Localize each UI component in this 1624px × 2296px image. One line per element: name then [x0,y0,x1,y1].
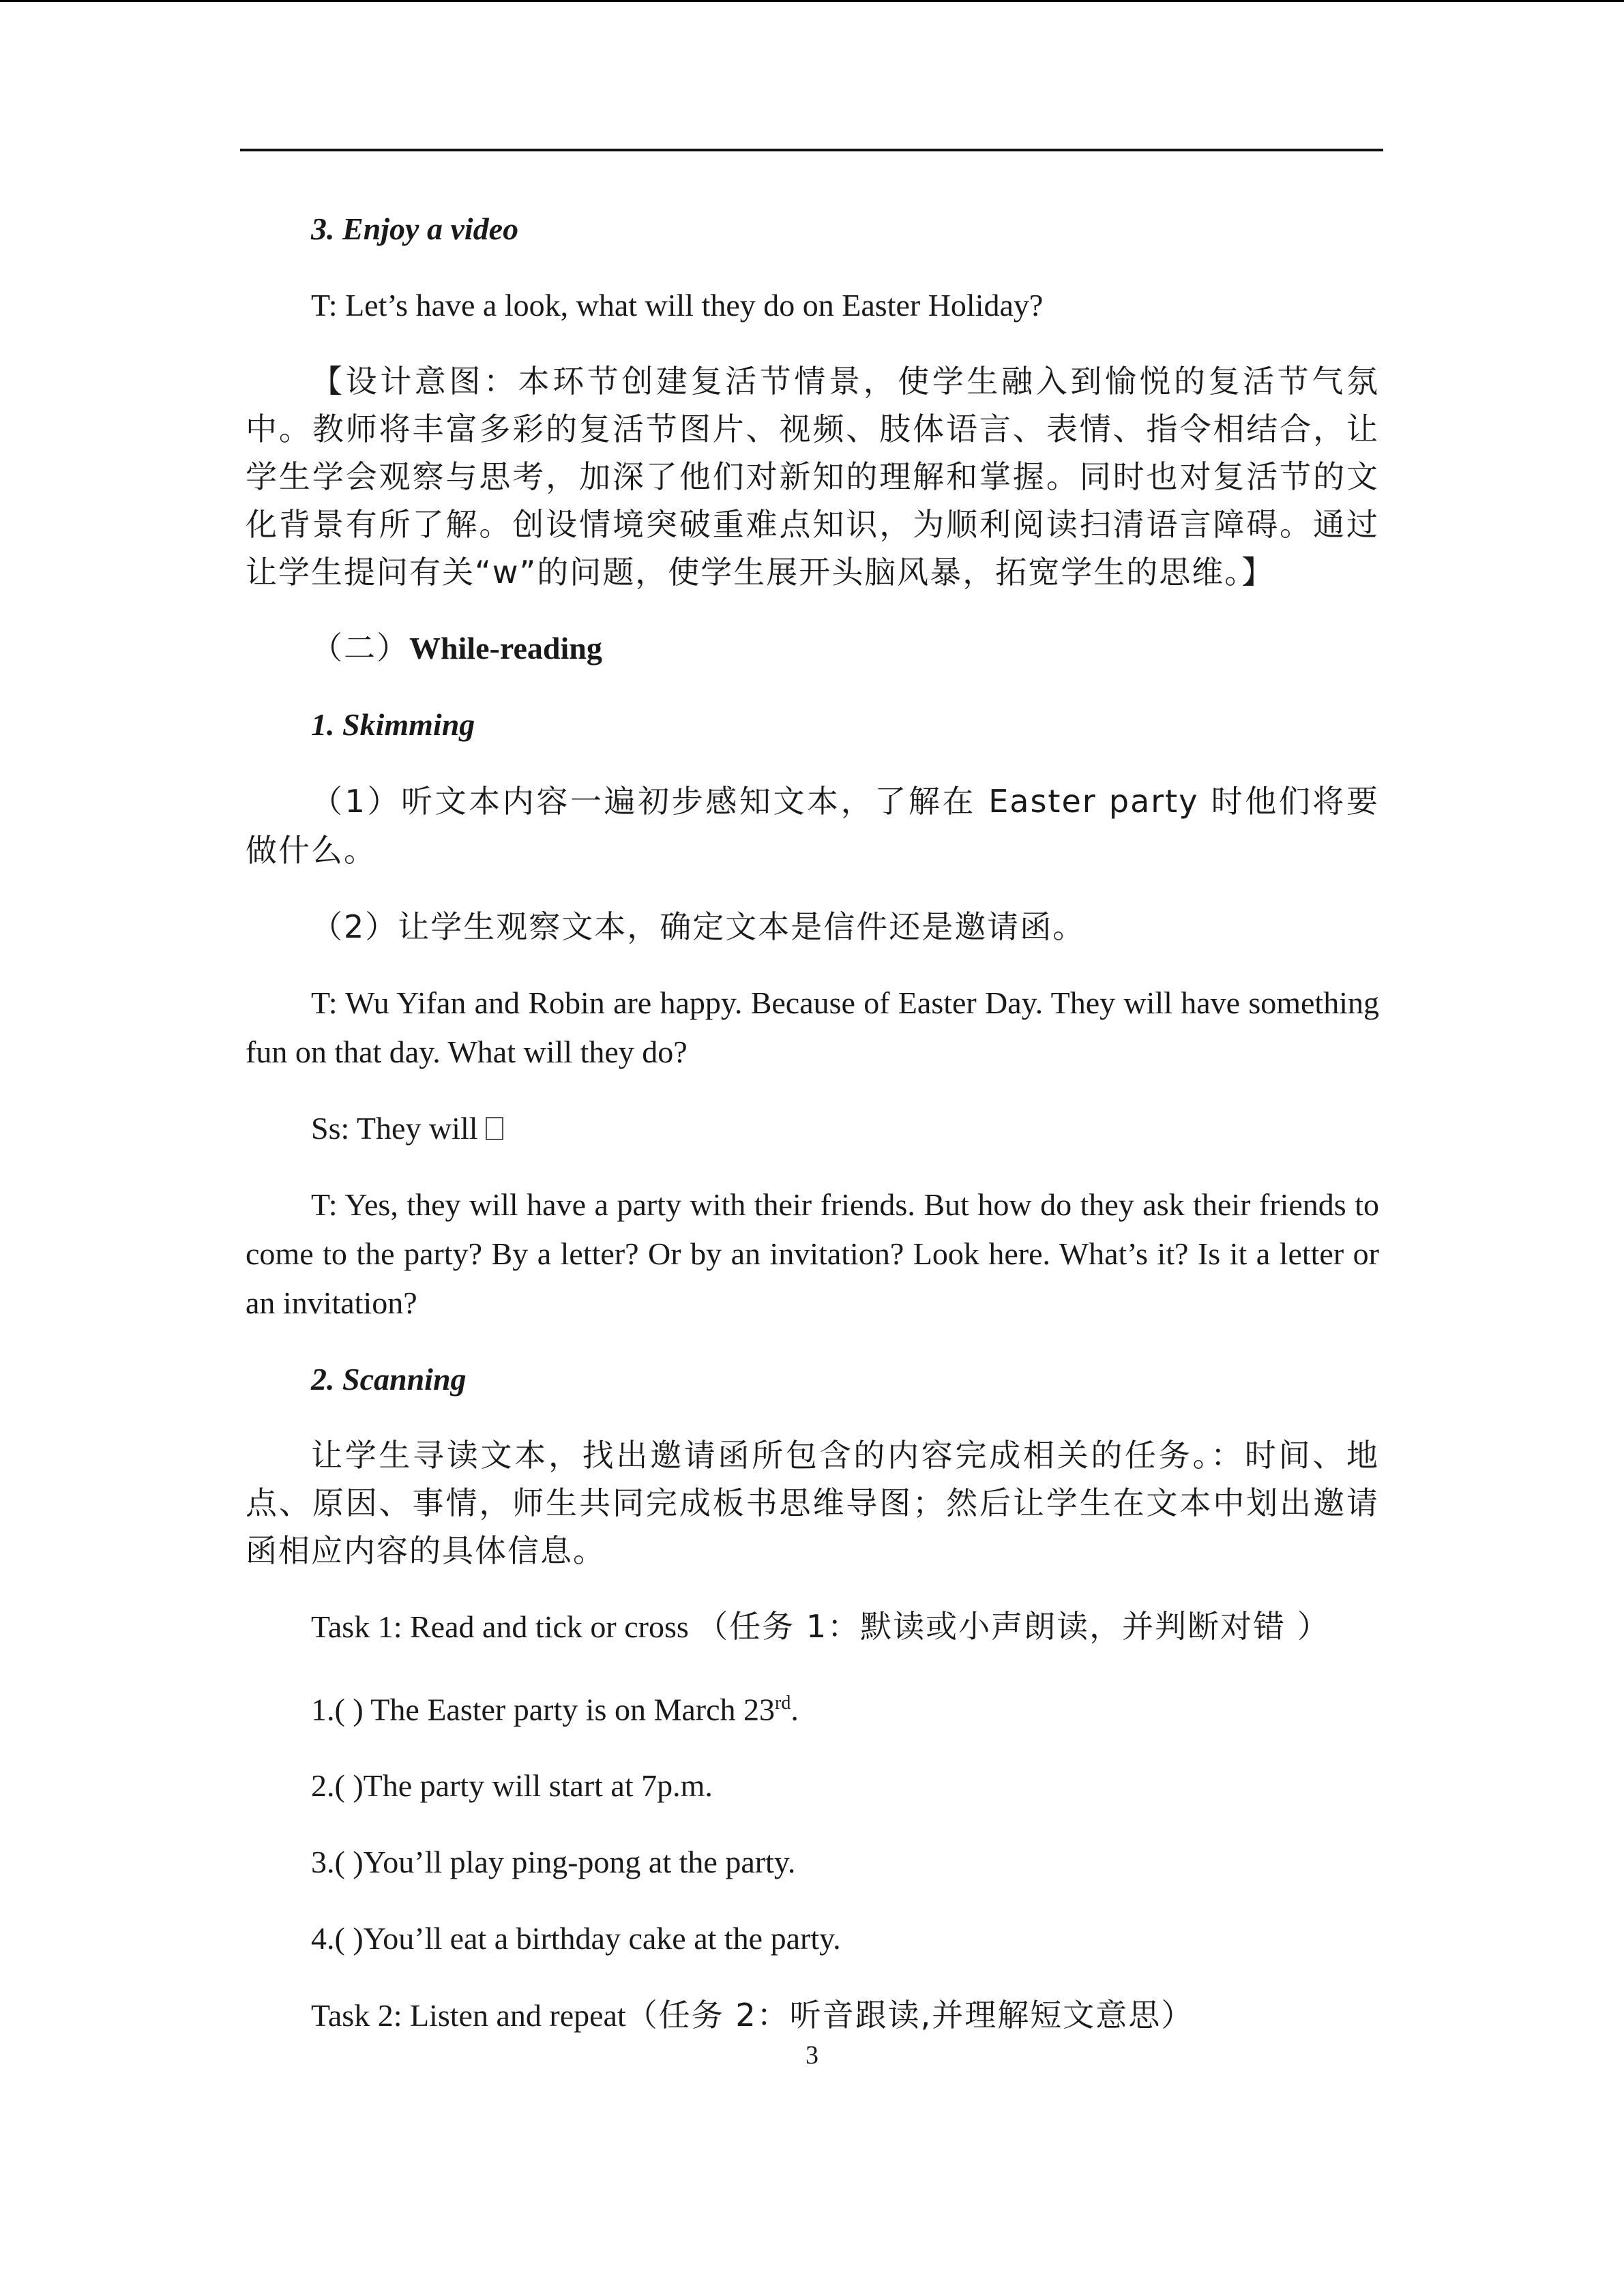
task-item-4: 4.( )You’ll eat a birthday cake at the party. [311,1921,841,1956]
task-2-line [246,1991,1379,2040]
while-reading-heading [246,623,1379,673]
task-item-2: 2.( )The party will start at 7p.m. [311,1768,713,1804]
skimming-heading: 1. Skimming [311,707,475,742]
scanning-heading: 2. Scanning [311,1362,467,1397]
dialogue-2-text: Ss: They will [311,1111,486,1146]
task-item-1-superscript: rd [775,1693,791,1714]
skimming-dialogue-3: T: Yes, they will have a party with their friends. But how do they ask their friends to come to the party? By a letter? Or by an invitation? Look here. What’s it? Is it a letter or an invitation? [246,1187,1379,1320]
header-rule [240,149,1383,151]
page-number: 3 [806,2041,818,2070]
task-item-1 [246,1679,1379,1734]
task-1-line [246,1602,1379,1652]
missing-glyph-box [486,1117,503,1140]
enjoy-video-teacher-line: T: Let’s have a look, what will they do on Easter Holiday? [311,288,1044,323]
page-top-border [0,0,1624,2]
task-2-english: Task 2: Listen and repeat [311,1998,626,2033]
while-reading-title: While-reading [409,631,602,666]
task-1-english: Task 1: Read and tick or cross [311,1609,697,1644]
task-item-3: 3.( )You’ll play ping-pong at the party. [311,1845,796,1880]
task-item-1-text: 1.( ) The Easter party is on March 23 [311,1692,776,1727]
task-item-1-period: . [791,1692,799,1727]
document-body [246,205,1379,2040]
design-intent-paragraph: 【设计意图：本环节创建复活节情景，使学生融入到愉悦的复活节气氛中。教师将丰富多彩的复活节图片、视频、肢体语言、表情、指令相结合，让学生学会观察与思考，加深了他们对新知的理解和掌握。同时也对复活节的文化背景有所了解。创设情境突破重难点知识，为顺利阅读扫清语言障碍。通过让学生提问有关“w”的问题，使学生展开头脑风暴，拓宽学生的思维。】 [246,363,1379,591]
skimming-dialogue-1: T: Wu Yifan and Robin are happy. Because of Easter Day. They will have something fun on that day. What will they do? [246,985,1379,1069]
task-2-chinese: （任务 2：听音跟读,并理解短文意思） [625,1997,1194,2034]
skimming-dialogue-2 [246,1104,1379,1153]
enjoy-video-heading: 3. Enjoy a video [311,211,519,246]
while-reading-prefix: （二） [311,629,409,666]
task-1-chinese: （任务 1：默读或小声朗读，并判断对错 ） [696,1608,1330,1645]
scanning-description: 让学生寻读文本，找出邀请函所包含的内容完成相关的任务。：时间、地点、原因、事情，师生共同完成板书思维导图；然后让学生在文本中划出邀请函相应内容的具体信息。 [246,1437,1379,1569]
skimming-step-2: （2）让学生观察文本，确定文本是信件还是邀请函。 [311,908,1086,945]
skimming-step-1: （1）听文本内容一遍初步感知文本，了解在 Easter party 时他们将要做什么。 [246,783,1379,869]
